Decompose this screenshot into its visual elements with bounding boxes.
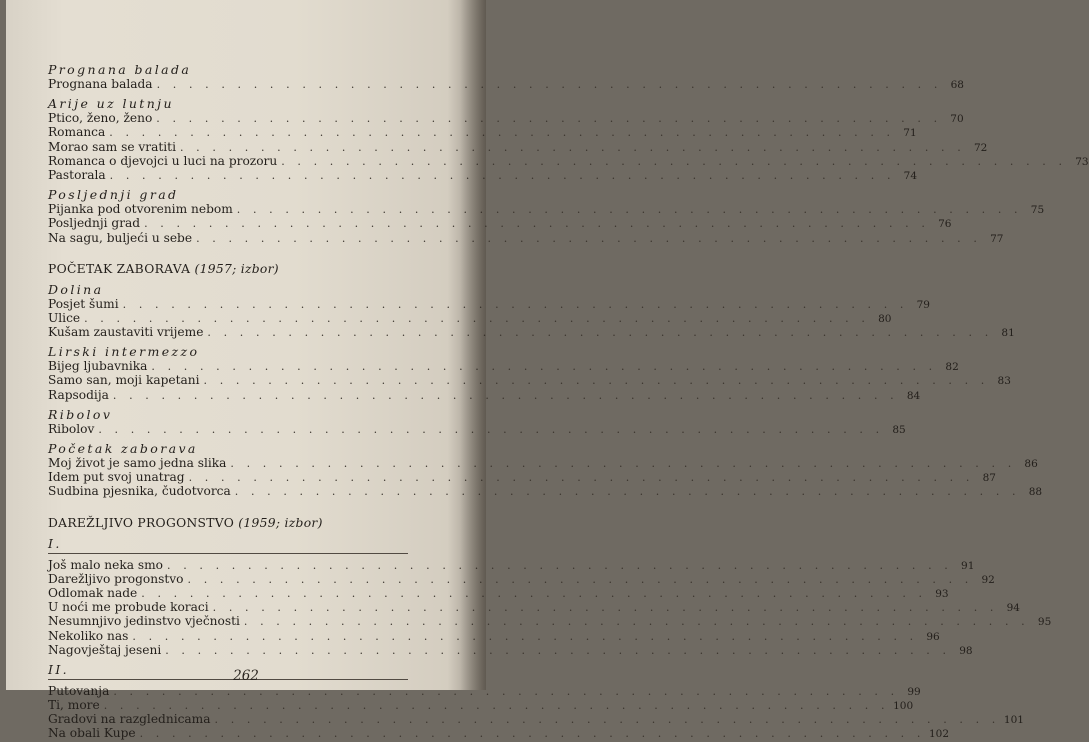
group-title: Dolina — [48, 281, 104, 297]
section-heading-title: DAREŽLJIVO PROGONSTVO — [48, 515, 235, 530]
entry-title: Darežljivo progonstvo — [48, 571, 184, 586]
section-heading — [48, 261, 438, 277]
group-title: Arije uz lutnju — [48, 96, 174, 112]
toc-entry — [48, 373, 1011, 388]
entry-page: 86 — [1024, 458, 1038, 470]
entry-title: Posljednji grad — [48, 216, 141, 231]
dot-leader — [215, 713, 1000, 727]
entry-title: Putovanja — [48, 683, 110, 698]
dot-leader — [98, 423, 883, 437]
entry-page: 88 — [1028, 486, 1043, 499]
dot-leader — [244, 615, 1029, 629]
entry-page: 95 — [1037, 616, 1052, 629]
toc-entry — [48, 698, 914, 713]
entry-title: U noći me probude koraci — [48, 600, 209, 615]
toc-entry — [48, 139, 988, 154]
entry-page: 77 — [990, 232, 1004, 245]
entry-page: 79 — [916, 298, 930, 311]
toc-entry — [48, 310, 892, 325]
toc-entry — [48, 325, 1015, 340]
group-title: Posljednji grad — [48, 187, 179, 203]
dot-leader — [144, 217, 929, 231]
toc-entry — [48, 296, 930, 311]
table-of-contents — [48, 62, 1089, 741]
toc-entry — [48, 216, 952, 231]
dot-leader — [237, 203, 1022, 217]
toc-entry — [48, 387, 921, 402]
dot-leader — [230, 457, 1015, 471]
entry-title: Nesumnjivo jedinstvo vječnosti — [48, 614, 240, 629]
toc-entry — [48, 628, 940, 643]
entry-title: Još malo neka smo — [48, 557, 164, 572]
toc-entry — [48, 726, 950, 741]
entry-page: 100 — [893, 700, 914, 713]
dot-leader — [281, 155, 1066, 169]
toc-entry — [48, 77, 964, 91]
entry-page: 99 — [907, 685, 921, 698]
section-heading-note: (1957; izbor) — [194, 261, 279, 276]
toc-entry — [48, 614, 1052, 629]
dot-leader — [113, 685, 898, 699]
toc-entry — [48, 230, 1004, 245]
toc-entry — [48, 600, 1020, 615]
entry-page: 102 — [928, 728, 950, 741]
entry-page: 84 — [906, 389, 921, 402]
entry-title: Posjet šumi — [48, 296, 119, 311]
entry-title: Odlomak nade — [48, 585, 138, 600]
dot-leader — [196, 232, 981, 246]
toc-entry — [48, 421, 906, 436]
entry-page: 96 — [926, 630, 940, 643]
entry-page: 91 — [961, 559, 975, 572]
dot-leader — [104, 699, 889, 713]
entry-page: 82 — [945, 361, 959, 374]
group-title: Početak zaborava — [48, 441, 198, 456]
entry-page: 94 — [1006, 602, 1020, 615]
entry-title: Bijeg ljubavnika — [48, 359, 148, 374]
dot-leader — [132, 630, 917, 644]
entry-title: Na sagu, buljeći u sebe — [48, 230, 193, 245]
entry-title: Na obali Kupe — [48, 726, 136, 741]
dot-leader — [140, 727, 925, 741]
group-title: I. — [48, 535, 62, 551]
entry-page: 72 — [973, 141, 988, 154]
toc-entry — [48, 153, 1089, 168]
toc-entry — [48, 456, 1038, 470]
group-title: Lirski intermezzo — [48, 344, 200, 360]
entry-page: 98 — [959, 644, 973, 657]
entry-title: Gradovi na razglednicama — [48, 712, 211, 727]
entry-page: 68 — [950, 79, 964, 91]
section-heading-title: POČETAK ZABORAVA — [48, 261, 191, 276]
section-heading — [48, 515, 438, 531]
dot-leader — [109, 126, 894, 140]
dot-leader — [167, 559, 952, 573]
entry-title: Prognana balada — [48, 77, 153, 91]
group-title: II. — [48, 661, 70, 677]
entry-page: 85 — [892, 423, 906, 436]
entry-page: 70 — [950, 113, 964, 126]
entry-page: 75 — [1030, 204, 1045, 217]
toc-entry — [48, 484, 1043, 499]
entry-page: 80 — [878, 312, 892, 325]
entry-title: Ptico, ženo, ženo — [48, 111, 153, 126]
entry-page: 81 — [1001, 327, 1015, 340]
entry-title: Ribolov — [48, 421, 95, 436]
dot-leader — [110, 169, 895, 183]
toc-entry — [48, 167, 918, 182]
dot-leader — [165, 644, 950, 658]
entry-page: 76 — [938, 218, 952, 231]
entry-page: 73 — [1075, 155, 1089, 168]
toc-entry — [48, 470, 996, 485]
dot-leader — [151, 360, 936, 374]
entry-title: Rapsodija — [48, 387, 109, 402]
entry-page: 71 — [903, 127, 917, 140]
toc-entry — [48, 683, 921, 698]
entry-title: Romanca o djevojci u luci na prozoru — [48, 153, 278, 168]
toc-entry — [48, 585, 949, 600]
dot-leader — [189, 471, 974, 485]
dot-leader — [157, 78, 942, 92]
toc-entry — [48, 571, 995, 586]
group-title: Prognana balada — [48, 62, 192, 77]
entry-page: 74 — [903, 169, 918, 182]
dot-leader — [123, 298, 908, 312]
section-gap — [48, 499, 438, 515]
entry-title: Moj život je samo jedna slika — [48, 456, 227, 470]
section-gap — [48, 245, 438, 261]
entry-title: Pastorala — [48, 167, 106, 182]
entry-title: Pijanka pod otvorenim nebom — [48, 202, 233, 217]
dot-leader — [113, 389, 898, 403]
dot-leader — [180, 141, 965, 155]
entry-title: Romanca — [48, 125, 106, 140]
toc-entry — [48, 202, 1045, 217]
dot-leader — [188, 573, 973, 587]
entry-title: Morao sam se vratiti — [48, 139, 176, 154]
dot-leader — [204, 374, 989, 388]
entry-title: Sudbina pjesnika, čudotvorca — [48, 484, 231, 499]
toc-entry — [48, 712, 1024, 727]
toc-entry — [48, 557, 975, 572]
dot-leader — [141, 587, 926, 601]
dot-leader — [235, 485, 1020, 499]
dot-leader — [213, 601, 998, 615]
entry-title: Kušam zaustaviti vrijeme — [48, 325, 204, 340]
entry-page: 92 — [981, 573, 995, 586]
entry-page: 93 — [935, 587, 949, 600]
section-heading-note: (1959; izbor) — [238, 515, 323, 530]
page-number: 262 — [233, 668, 259, 684]
entry-title: Ulice — [48, 310, 81, 325]
group-title: Ribolov — [48, 406, 113, 422]
book-spine-shadow — [460, 0, 486, 690]
group-divider — [48, 553, 408, 554]
entry-title: Nagovještaj jeseni — [48, 642, 162, 657]
entry-page: 83 — [997, 375, 1011, 388]
entry-title: Samo san, moji kapetani — [48, 373, 200, 388]
entry-title: Ti, more — [48, 698, 100, 713]
book-page — [6, 0, 1089, 741]
toc-entry — [48, 125, 917, 140]
toc-entry — [48, 111, 964, 126]
entry-title: Idem put svoj unatrag — [48, 470, 185, 485]
toc-entry — [48, 359, 959, 374]
entry-page: 101 — [1003, 714, 1024, 727]
dot-leader — [207, 326, 992, 340]
dot-leader — [156, 112, 941, 126]
entry-title: Nekoliko nas — [48, 628, 129, 643]
entry-page: 87 — [982, 472, 996, 485]
toc-entry — [48, 642, 973, 657]
